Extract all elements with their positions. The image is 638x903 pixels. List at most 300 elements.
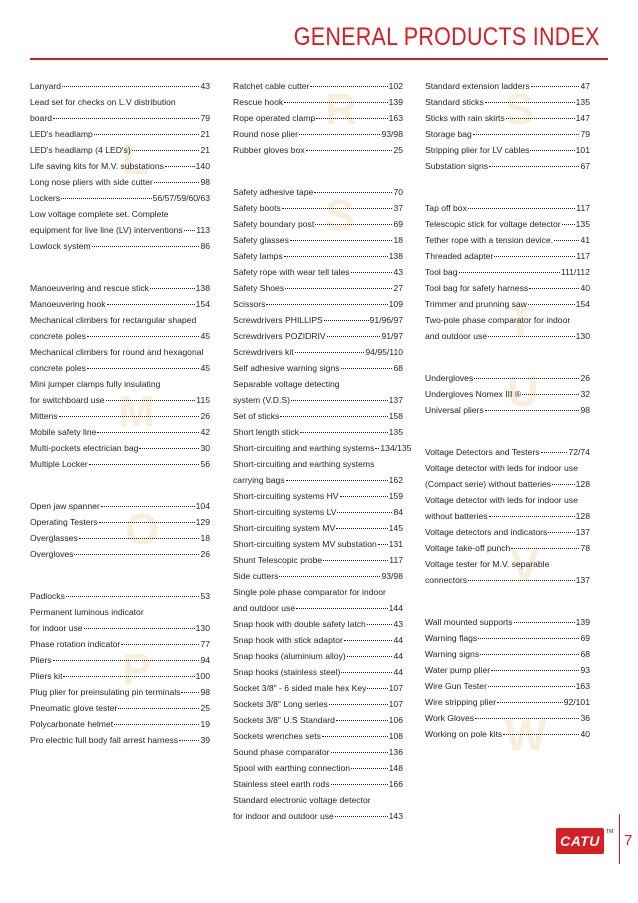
dot-leader bbox=[92, 246, 200, 247]
dot-leader bbox=[485, 102, 575, 103]
dot-leader bbox=[331, 752, 388, 753]
entry-text: LED's headlamp bbox=[30, 129, 93, 139]
index-entry bbox=[30, 158, 210, 174]
dot-leader bbox=[290, 240, 393, 241]
entry-page-number: 41 bbox=[580, 235, 590, 245]
dot-leader bbox=[266, 304, 387, 305]
index-entry bbox=[30, 684, 210, 700]
index-entry bbox=[30, 392, 210, 408]
entry-text: Wire Gun Tester bbox=[425, 681, 487, 691]
index-entry bbox=[30, 424, 210, 440]
index-entry bbox=[30, 78, 210, 94]
entry-page-number: 135 bbox=[388, 427, 403, 437]
dot-leader bbox=[106, 400, 196, 401]
index-entry bbox=[30, 716, 210, 732]
entry-page-number: 44 bbox=[393, 651, 403, 661]
dot-leader bbox=[87, 336, 200, 337]
index-entry bbox=[233, 680, 403, 696]
index-entry bbox=[233, 408, 403, 424]
entry-text: Mechanical climbers for round and hexagonal bbox=[30, 347, 204, 357]
entry-text: Voltage detector with leds for indoor use bbox=[425, 495, 578, 505]
index-entry bbox=[425, 662, 590, 678]
entry-page-number: 93 bbox=[580, 665, 590, 675]
entry-page-number: 163 bbox=[575, 681, 590, 691]
entry-text: Snap hooks (aluminium alloy) bbox=[233, 651, 346, 661]
entry-page-number: 79 bbox=[580, 129, 590, 139]
entry-page-number: 145 bbox=[388, 523, 403, 533]
entry-page-number: 154 bbox=[195, 299, 210, 309]
entry-page-number: 154 bbox=[575, 299, 590, 309]
dot-leader bbox=[296, 608, 388, 609]
entry-text: Wire stripping plier bbox=[425, 697, 497, 707]
entry-text: Screwdrivers PHILLIPS bbox=[233, 315, 323, 325]
index-entry bbox=[425, 264, 590, 280]
entry-page-number: 44 bbox=[393, 667, 403, 677]
index-entry bbox=[30, 174, 210, 190]
entry-text: Warning flags bbox=[425, 633, 478, 643]
index-entry bbox=[425, 572, 590, 588]
index-entry bbox=[425, 476, 590, 492]
index-entry bbox=[233, 328, 403, 344]
index-entry bbox=[233, 648, 403, 664]
index-entry bbox=[425, 508, 590, 524]
entry-page-number: 131 bbox=[388, 539, 403, 549]
entry-page-number: 26 bbox=[200, 411, 210, 421]
entry-text: Two-pole phase comparator for indoor bbox=[425, 315, 571, 325]
entry-page-number: 45 bbox=[200, 331, 210, 341]
section-letter-watermark: M bbox=[118, 387, 155, 436]
entry-page-number: 18 bbox=[393, 235, 403, 245]
entry-text: Sound phase comparator bbox=[233, 747, 330, 757]
index-section bbox=[30, 588, 210, 748]
index-entry bbox=[233, 712, 403, 728]
entry-page-number: 26 bbox=[200, 549, 210, 559]
page-number-divider bbox=[619, 814, 620, 864]
dot-leader bbox=[306, 150, 393, 151]
entry-text: Tap off box bbox=[425, 203, 467, 213]
entry-page-number: 39 bbox=[200, 735, 210, 745]
index-column-3 bbox=[425, 78, 590, 768]
dot-leader bbox=[107, 304, 195, 305]
entry-text: Universal pliers bbox=[425, 405, 484, 415]
entry-text: Mini jumper clamps fully insulating bbox=[30, 379, 161, 389]
entry-text: Rescue hook bbox=[233, 97, 284, 107]
index-entry bbox=[233, 776, 403, 792]
entry-page-number: 108 bbox=[388, 731, 403, 741]
dot-leader bbox=[99, 522, 195, 523]
entry-page-number: 137 bbox=[575, 527, 590, 537]
entry-text: concrete poles bbox=[30, 363, 86, 373]
section-letter-watermark: O bbox=[125, 505, 160, 554]
section-letter-watermark: S bbox=[505, 85, 535, 134]
index-entry bbox=[30, 636, 210, 652]
entry-page-number: 19 bbox=[200, 719, 210, 729]
index-entry bbox=[233, 456, 403, 472]
entry-page-number: 140 bbox=[195, 161, 210, 171]
index-entry bbox=[233, 296, 403, 312]
entry-text: Sockets wrenches sets bbox=[233, 731, 321, 741]
entry-text: Single pole phase comparator for indoor bbox=[233, 587, 386, 597]
index-entry bbox=[30, 530, 210, 546]
dot-leader bbox=[367, 688, 387, 689]
index-entry bbox=[233, 376, 403, 392]
dot-leader bbox=[562, 224, 575, 225]
index-entry bbox=[30, 700, 210, 716]
index-entry bbox=[30, 280, 210, 296]
entry-page-number: 117 bbox=[576, 203, 590, 213]
entry-text: Lowlock system bbox=[30, 241, 91, 251]
entry-text: Operating Testers bbox=[30, 517, 98, 527]
dot-leader bbox=[531, 86, 580, 87]
dot-leader bbox=[59, 416, 200, 417]
index-entry bbox=[425, 402, 590, 418]
entry-text: Water pump plier bbox=[425, 665, 491, 675]
entry-text: carrying bags bbox=[233, 475, 285, 485]
entry-page-number: 30 bbox=[200, 443, 210, 453]
entry-text: Tool bag for safety harness bbox=[425, 283, 529, 293]
index-section bbox=[425, 200, 590, 344]
entry-page-number: 137 bbox=[575, 575, 590, 585]
entry-text: LED's headlamp (4 LED's) bbox=[30, 145, 131, 155]
section-letter-watermark: L bbox=[122, 135, 149, 184]
index-entry bbox=[30, 620, 210, 636]
entry-text: Pliers bbox=[30, 655, 52, 665]
entry-page-number: 68 bbox=[580, 649, 590, 659]
dot-leader bbox=[295, 352, 365, 353]
index-entry bbox=[233, 568, 403, 584]
dot-leader bbox=[378, 544, 388, 545]
dot-leader bbox=[101, 506, 195, 507]
index-entry bbox=[30, 142, 210, 158]
dot-leader bbox=[528, 304, 575, 305]
dot-leader bbox=[351, 272, 393, 273]
dot-leader bbox=[74, 554, 199, 555]
index-entry bbox=[425, 110, 590, 126]
entry-text: Long nose pliers with side cutter bbox=[30, 177, 153, 187]
dot-leader bbox=[324, 320, 369, 321]
dot-leader bbox=[62, 86, 199, 87]
index-entry bbox=[30, 588, 210, 604]
dot-leader bbox=[316, 118, 387, 119]
entry-text: Safety lamps bbox=[233, 251, 283, 261]
index-entry bbox=[425, 158, 590, 174]
dot-leader bbox=[310, 86, 387, 87]
entry-page-number: 44 bbox=[393, 635, 403, 645]
entry-page-number: 42 bbox=[200, 427, 210, 437]
entry-text: Voltage Detectors and Testers bbox=[425, 447, 540, 457]
entry-text: Snap hook with double safety latch bbox=[233, 619, 366, 629]
index-entry bbox=[425, 296, 590, 312]
dot-leader bbox=[132, 150, 200, 151]
index-entry bbox=[233, 248, 403, 264]
entry-page-number: 115 bbox=[196, 395, 210, 405]
dot-leader bbox=[340, 496, 388, 497]
index-entry bbox=[30, 732, 210, 748]
entry-page-number: 91/96/97 bbox=[369, 315, 403, 325]
entry-page-number: 78 bbox=[580, 543, 590, 553]
dot-leader bbox=[291, 400, 388, 401]
dot-leader bbox=[97, 432, 199, 433]
index-entry bbox=[233, 264, 403, 280]
dot-leader bbox=[337, 512, 392, 513]
index-entry bbox=[425, 540, 590, 556]
entry-page-number: 36 bbox=[580, 713, 590, 723]
dot-leader bbox=[315, 224, 392, 225]
index-entry bbox=[233, 142, 403, 158]
entry-page-number: 98 bbox=[200, 177, 210, 187]
entry-text: Life saving kits for M.V. substations bbox=[30, 161, 164, 171]
entry-page-number: 166 bbox=[388, 779, 403, 789]
index-entry bbox=[233, 632, 403, 648]
entry-text: Substation signs bbox=[425, 161, 489, 171]
entry-text: Telescopic stick for voltage detector bbox=[425, 219, 561, 229]
dot-leader bbox=[165, 166, 195, 167]
dot-leader bbox=[61, 198, 152, 199]
entry-text: Voltage detectors and indicators bbox=[425, 527, 548, 537]
index-entry bbox=[425, 232, 590, 248]
entry-page-number: 128 bbox=[575, 479, 590, 489]
entry-text: Phase rotation indicator bbox=[30, 639, 121, 649]
index-entry bbox=[425, 460, 590, 476]
entry-text: Short length stick bbox=[233, 427, 299, 437]
index-entry bbox=[233, 744, 403, 760]
index-entry bbox=[233, 126, 403, 142]
entry-page-number: 98 bbox=[580, 405, 590, 415]
index-section bbox=[425, 367, 590, 418]
index-entry bbox=[233, 792, 403, 808]
index-entry bbox=[425, 78, 590, 94]
index-columns bbox=[0, 78, 638, 858]
entry-text: (Compact serie) without batteries bbox=[425, 479, 552, 489]
index-entry bbox=[425, 142, 590, 158]
dot-leader bbox=[488, 686, 575, 687]
dot-leader bbox=[331, 784, 388, 785]
index-entry bbox=[233, 184, 403, 200]
entry-text: Stripping plier for LV cables bbox=[425, 145, 530, 155]
entry-text: Standard electronic voltage detector bbox=[233, 795, 371, 805]
entry-page-number: 111/112 bbox=[560, 267, 590, 277]
entry-text: Safety adhesive tape bbox=[233, 187, 314, 197]
entry-text: Manoeuvering hook bbox=[30, 299, 106, 309]
entry-text: Ratchet cable cutter bbox=[233, 81, 310, 91]
entry-page-number: 135 bbox=[575, 97, 590, 107]
index-entry bbox=[30, 296, 210, 312]
entry-text: Separable voltage detecting bbox=[233, 379, 340, 389]
dot-leader bbox=[506, 118, 575, 119]
entry-text: connectors bbox=[425, 575, 468, 585]
dot-leader bbox=[87, 368, 200, 369]
entry-text: Undergloves bbox=[425, 373, 474, 383]
dot-leader bbox=[179, 740, 199, 741]
entry-text: Lanyard bbox=[30, 81, 62, 91]
index-entry bbox=[233, 110, 403, 126]
index-entry bbox=[233, 808, 403, 824]
entry-text: Side cutters bbox=[233, 571, 279, 581]
entry-text: Lockers bbox=[30, 193, 61, 203]
index-column-2 bbox=[233, 78, 412, 850]
dot-leader bbox=[184, 230, 196, 231]
index-section bbox=[425, 444, 590, 588]
index-entry bbox=[425, 94, 590, 110]
index-entry bbox=[425, 444, 590, 460]
dot-leader bbox=[284, 102, 387, 103]
entry-text: Short-circuiting systems LV bbox=[233, 507, 337, 517]
entry-page-number: 100 bbox=[195, 671, 210, 681]
entry-text: Voltage take-off punch bbox=[425, 543, 511, 553]
entry-page-number: 26 bbox=[580, 373, 590, 383]
dot-leader bbox=[351, 768, 388, 769]
index-section bbox=[233, 78, 403, 158]
index-entry bbox=[233, 94, 403, 110]
entry-page-number: 144 bbox=[388, 603, 403, 613]
entry-text: Storage bag bbox=[425, 129, 472, 139]
index-entry bbox=[233, 536, 403, 552]
entry-page-number: 53 bbox=[200, 591, 210, 601]
entry-page-number: 40 bbox=[580, 729, 590, 739]
entry-page-number: 43 bbox=[393, 267, 403, 277]
dot-leader bbox=[478, 638, 579, 639]
index-entry bbox=[425, 248, 590, 264]
index-section bbox=[425, 614, 590, 760]
entry-page-number: 21 bbox=[200, 145, 210, 155]
section-letter-watermark: W bbox=[505, 711, 547, 760]
entry-text: Pro electric full body fall arrest harness bbox=[30, 735, 179, 745]
entry-text: Open jaw spanner bbox=[30, 501, 100, 511]
index-entry bbox=[425, 312, 590, 328]
entry-text: Multiple Locker bbox=[30, 459, 88, 469]
index-entry bbox=[30, 344, 210, 360]
entry-page-number: 117 bbox=[576, 251, 590, 261]
entry-text: Overgloves bbox=[30, 549, 74, 559]
index-section bbox=[30, 78, 210, 254]
index-entry bbox=[233, 504, 403, 520]
entry-page-number: 101 bbox=[575, 145, 590, 155]
dot-leader bbox=[344, 640, 393, 641]
entry-text: Standard extension ladders bbox=[425, 81, 530, 91]
entry-text: Polycarbonate helmet bbox=[30, 719, 114, 729]
entry-page-number: 159 bbox=[388, 491, 403, 501]
entry-page-number: 32 bbox=[580, 389, 590, 399]
entry-text: Overglasses bbox=[30, 533, 78, 543]
entry-page-number: 94/95/110 bbox=[365, 347, 403, 357]
entry-text: Snap hooks (stainless steel) bbox=[233, 667, 341, 677]
entry-text: Rubber gloves box bbox=[233, 145, 305, 155]
entry-page-number: 106 bbox=[388, 715, 403, 725]
entry-page-number: 113 bbox=[196, 225, 210, 235]
entry-text: Work Gloves bbox=[425, 713, 475, 723]
dot-leader bbox=[459, 272, 560, 273]
dot-leader bbox=[279, 576, 380, 577]
dot-leader bbox=[474, 378, 579, 379]
dot-leader bbox=[299, 134, 381, 135]
index-entry bbox=[30, 222, 210, 238]
dot-leader bbox=[118, 708, 199, 709]
dot-leader bbox=[285, 288, 392, 289]
entry-text: Mobile safety line bbox=[30, 427, 97, 437]
entry-page-number: 139 bbox=[388, 97, 403, 107]
section-letter-watermark: S bbox=[325, 191, 355, 240]
dot-leader bbox=[347, 656, 393, 657]
index-entry bbox=[425, 328, 590, 344]
index-entry bbox=[425, 126, 590, 142]
index-entry bbox=[233, 360, 403, 376]
index-entry bbox=[425, 216, 590, 232]
entry-page-number: 91/97 bbox=[381, 331, 403, 341]
entry-page-number: 93/98 bbox=[381, 571, 403, 581]
index-entry bbox=[30, 498, 210, 514]
entry-text: equipment for live line (LV) interventions bbox=[30, 225, 183, 235]
dot-leader bbox=[541, 452, 568, 453]
dot-leader bbox=[114, 724, 199, 725]
entry-page-number: 67 bbox=[580, 161, 590, 171]
entry-page-number: 162 bbox=[388, 475, 403, 485]
entry-text: Undergloves Nomex III ® bbox=[425, 389, 522, 399]
entry-page-number: 137 bbox=[388, 395, 403, 405]
entry-page-number: 98 bbox=[200, 687, 210, 697]
index-entry bbox=[425, 646, 590, 662]
dot-leader bbox=[341, 672, 392, 673]
entry-text: for indoor use bbox=[30, 623, 83, 633]
index-entry bbox=[233, 200, 403, 216]
index-entry bbox=[30, 408, 210, 424]
dot-leader bbox=[491, 670, 579, 671]
entry-page-number: 107 bbox=[388, 683, 403, 693]
index-entry bbox=[425, 524, 590, 540]
entry-text: Mechanical climbers for rectangular shaped bbox=[30, 315, 197, 325]
index-section bbox=[233, 184, 412, 824]
index-entry bbox=[233, 584, 403, 600]
dot-leader bbox=[314, 192, 392, 193]
entry-page-number: 93/98 bbox=[381, 129, 403, 139]
dot-leader bbox=[89, 464, 200, 465]
section-letter-watermark: V bbox=[510, 541, 540, 590]
dot-leader bbox=[514, 622, 575, 623]
entry-page-number: 68 bbox=[393, 363, 403, 373]
entry-text: Socket 3/8" - 6 sided male hex Key bbox=[233, 683, 367, 693]
entry-text: Short-circuiting system MV substation bbox=[233, 539, 377, 549]
index-entry bbox=[30, 604, 210, 620]
entry-page-number: 163 bbox=[388, 113, 403, 123]
dot-leader bbox=[282, 208, 393, 209]
index-entry bbox=[233, 424, 403, 440]
index-entry bbox=[30, 456, 210, 472]
entry-text: Multi-pockets electrician bag bbox=[30, 443, 139, 453]
section-letter-watermark: P bbox=[122, 645, 152, 694]
entry-text: Low voltage complete set. Complete bbox=[30, 209, 169, 219]
index-entry bbox=[425, 556, 590, 572]
index-entry bbox=[233, 232, 403, 248]
dot-leader bbox=[322, 736, 388, 737]
index-entry bbox=[425, 710, 590, 726]
entry-page-number: 69 bbox=[580, 633, 590, 643]
index-entry bbox=[30, 668, 210, 684]
entry-text: system (V.D.S) bbox=[233, 395, 290, 405]
section-letter-watermark: R bbox=[325, 85, 357, 134]
entry-text: Warning signs bbox=[425, 649, 480, 659]
section-letter-watermark: T bbox=[507, 297, 534, 346]
entry-text: for switchboard use bbox=[30, 395, 105, 405]
index-entry bbox=[233, 440, 412, 456]
dot-leader bbox=[300, 432, 388, 433]
entry-text: Plug plier for preinsulating pin terminals bbox=[30, 687, 181, 697]
dot-leader bbox=[341, 368, 393, 369]
index-entry bbox=[30, 190, 210, 206]
entry-text: Mittens bbox=[30, 411, 58, 421]
entry-page-number: 77 bbox=[200, 639, 210, 649]
trademark-mark: TM bbox=[606, 829, 614, 835]
entry-text: Safety glasses bbox=[233, 235, 289, 245]
dot-leader bbox=[286, 480, 388, 481]
